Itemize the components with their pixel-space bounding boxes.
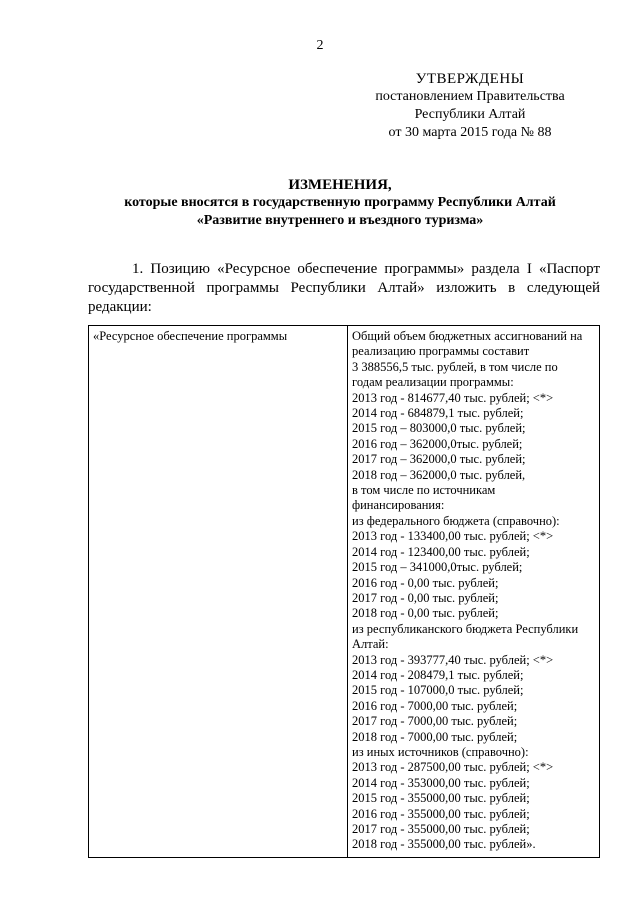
value-line: 2014 год - 684879,1 тыс. рублей; — [352, 406, 524, 421]
value-line: 2018 год - 7000,00 тыс. рублей; — [352, 729, 518, 744]
approval-block — [350, 70, 590, 142]
value-line: 2018 год - 0,00 тыс. рублей; — [352, 606, 499, 621]
document-heading — [60, 176, 620, 230]
resource-label: «Ресурсное обеспечение программы — [93, 329, 288, 343]
value-line: 2016 год - 355000,00 тыс. рублей; — [352, 806, 530, 821]
resource-value-cell — [348, 326, 600, 858]
value-line: 2014 год - 208479,1 тыс. рублей; — [352, 667, 524, 682]
value-line: из федерального бюджета (справочно): — [352, 513, 560, 528]
value-line: 2017 год - 0,00 тыс. рублей; — [352, 590, 499, 605]
table-row — [89, 326, 600, 858]
approval-line-date: от 30 марта 2015 года № 88 — [388, 125, 552, 140]
page-number: 2 — [316, 38, 324, 53]
value-line: 2014 год - 353000,00 тыс. рублей; — [352, 775, 530, 790]
value-line: 2014 год - 123400,00 тыс. рублей; — [352, 544, 530, 559]
resource-label-cell — [89, 326, 348, 858]
value-line: 3 388556,5 тыс. рублей, в том числе по — [352, 359, 558, 374]
value-line: Общий объем бюджетных ассигнований на — [352, 329, 583, 343]
value-line: 2017 год – 362000,0 тыс. рублей; — [352, 452, 526, 467]
value-line: 2013 год - 393777,40 тыс. рублей; <*> — [352, 652, 554, 667]
resource-table — [88, 325, 600, 858]
value-line: 2013 год - 814677,40 тыс. рублей; <*> — [352, 390, 554, 405]
value-line: 2017 год - 7000,00 тыс. рублей; — [352, 714, 518, 729]
value-line: 2013 год - 287500,00 тыс. рублей; <*> — [352, 760, 554, 775]
intro-paragraph: 1. Позицию «Ресурсное обеспечение программы» раздела I «Паспорт государственной программы Республики Алтай» изложить в следующей редакции: — [88, 261, 600, 315]
value-line: Алтай: — [352, 637, 389, 652]
value-line: 2015 год - 355000,00 тыс. рублей; — [352, 791, 530, 806]
value-line: финансирования: — [352, 498, 445, 513]
heading-title: ИЗМЕНЕНИЯ, — [288, 177, 392, 193]
value-line: 2018 год – 362000,0 тыс. рублей, — [352, 467, 526, 482]
value-line: 2013 год - 133400,00 тыс. рублей; <*> — [352, 529, 554, 544]
value-line: 2016 год - 0,00 тыс. рублей; — [352, 575, 499, 590]
value-line: 2015 год – 341000,0тыс. рублей; — [352, 560, 523, 575]
value-line: из иных источников (справочно): — [352, 744, 529, 759]
value-line: в том числе по источникам — [352, 483, 496, 498]
approval-line-decree: постановлением Правительства — [375, 89, 565, 104]
value-line: реализацию программы составит — [352, 344, 530, 359]
value-line: 2017 год - 355000,00 тыс. рублей; — [352, 822, 530, 836]
value-line: 2016 год - 7000,00 тыс. рублей; — [352, 698, 518, 713]
value-line: 2015 год – 803000,0 тыс. рублей; — [352, 421, 526, 436]
value-line: 2015 год - 107000,0 тыс. рублей; — [352, 683, 524, 698]
approval-line-republic: Республики Алтай — [414, 107, 526, 122]
value-line: годам реализации программы: — [352, 375, 514, 390]
approval-title: УТВЕРЖДЕНЫ — [415, 71, 525, 87]
value-line: 2016 год – 362000,0тыс. рублей; — [352, 436, 523, 451]
value-line: из республиканского бюджета Республики — [352, 621, 579, 636]
heading-program-name: «Развитие внутреннего и въездного туризма» — [196, 213, 484, 228]
value-line: 2018 год - 355000,00 тыс. рублей». — [352, 837, 536, 852]
heading-subtitle: которые вносятся в государственную программу Республики Алтай — [124, 195, 556, 210]
